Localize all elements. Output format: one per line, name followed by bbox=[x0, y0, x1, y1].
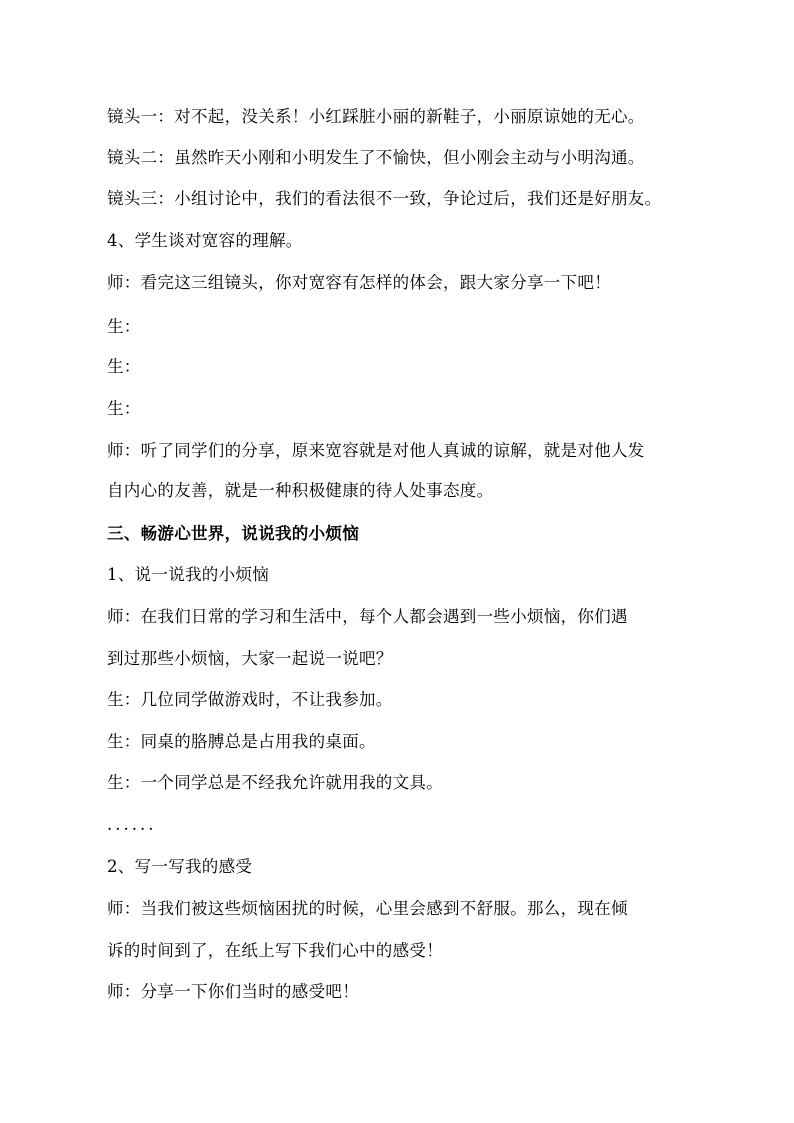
student-line: 生： bbox=[107, 357, 141, 376]
section-three-heading: 三、畅游心世界，说说我的小烦恼 bbox=[107, 524, 359, 543]
teacher-line-continued: 到过那些小烦恼，大家一起说一说吧？ bbox=[107, 649, 393, 668]
teacher-line-continued: 诉的时间到了，在纸上写下我们心中的感受！ bbox=[107, 941, 443, 960]
student-line: 生：几位同学做游戏时，不让我参加。 bbox=[107, 690, 393, 709]
teacher-line: 师：当我们被这些烦恼困扰的时候，心里会感到不舒服。那么，现在倾 bbox=[107, 899, 628, 918]
teacher-line: 师：分享一下你们当时的感受吧！ bbox=[107, 982, 359, 1001]
teacher-line: 师：看完这三组镜头，你对宽容有怎样的体会，跟大家分享一下吧！ bbox=[107, 273, 611, 292]
scene-one-line: 镜头一：对不起，没关系！小红踩脏小丽的新鞋子，小丽原谅她的无心。 bbox=[107, 107, 645, 126]
student-line: 生：一个同学总是不经我允许就用我的文具。 bbox=[107, 773, 443, 792]
subsection-two-heading: 2、写一写我的感受 bbox=[107, 857, 253, 876]
teacher-line: 师：在我们日常的学习和生活中，每个人都会遇到一些小烦恼，你们遇 bbox=[107, 607, 628, 626]
teacher-line-continued: 自内心的友善，就是一种积极健康的待人处事态度。 bbox=[107, 481, 494, 500]
step-four-heading: 4、学生谈对宽容的理解。 bbox=[107, 231, 303, 250]
student-line: 生： bbox=[107, 399, 141, 418]
ellipsis-line: ...... bbox=[107, 815, 157, 834]
scene-two-line: 镜头二：虽然昨天小刚和小明发生了不愉快，但小刚会主动与小明沟通。 bbox=[107, 148, 645, 167]
subsection-one-heading: 1、说一说我的小烦恼 bbox=[107, 565, 269, 584]
student-line: 生： bbox=[107, 317, 141, 336]
scene-three-line: 镜头三：小组讨论中，我们的看法很不一致，争论过后，我们还是好朋友。 bbox=[107, 189, 662, 208]
teacher-line: 师：听了同学们的分享，原来宽容就是对他人真诚的谅解，就是对他人发 bbox=[107, 441, 645, 460]
student-line: 生：同桌的胳膊总是占用我的桌面。 bbox=[107, 732, 376, 751]
